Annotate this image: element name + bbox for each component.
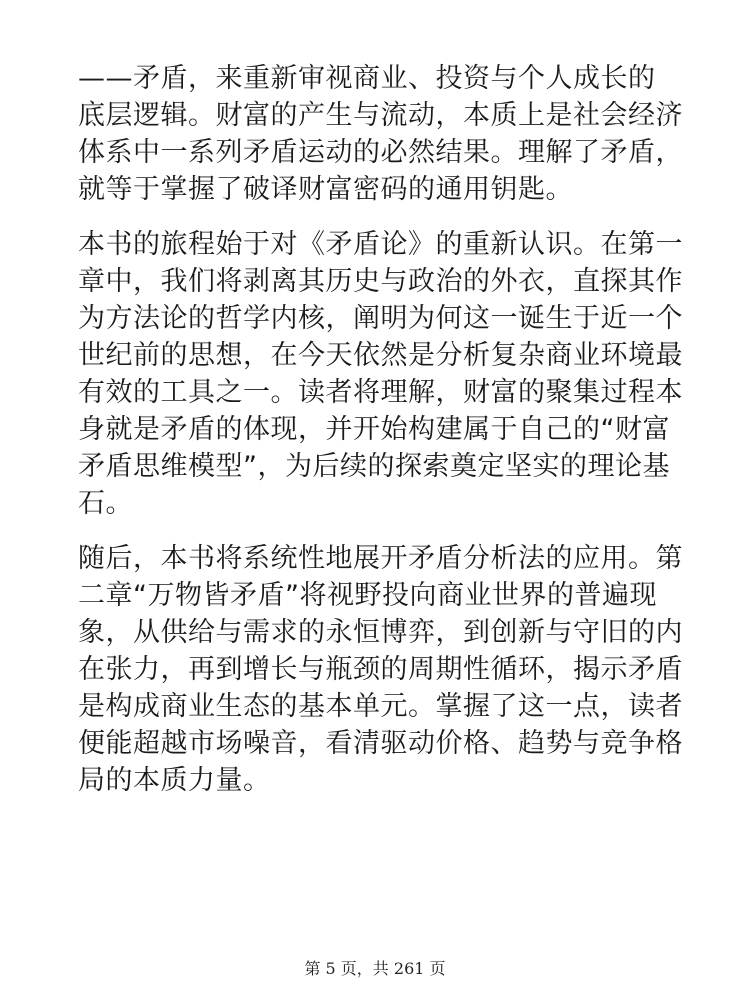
text-line: 本书的旅程始于对《矛盾论》的重新认识。在第一 [78, 229, 683, 260]
text-line: 二章“万物皆矛盾”将视野投向商业世界的普遍现 [78, 580, 657, 611]
text-line: 局的本质力量。 [78, 765, 271, 796]
paragraph-2 [78, 226, 683, 522]
text-line: 世纪前的思想，在今天依然是分析复杂商业环境最 [78, 340, 683, 371]
text-line: 是构成商业生态的基本单元。掌握了这一点，读者 [78, 691, 683, 722]
paragraph-3 [78, 540, 683, 799]
text-line: 为方法论的哲学内核，阐明为何这一诞生于近一个 [78, 303, 683, 334]
text-line: 有效的工具之一。读者将理解，财富的聚集过程本 [78, 377, 683, 408]
text-line: 章中，我们将剥离其历史与政治的外衣，直探其作 [78, 266, 683, 297]
text-line: 便能超越市场噪音，看清驱动价格、趋势与竞争格 [78, 728, 683, 759]
text-line: 身就是矛盾的体现，并开始构建属于自己的“财富 [78, 414, 670, 445]
text-line: 石。 [78, 488, 133, 519]
text-line: 象，从供给与需求的永恒博弈，到创新与守旧的内 [78, 617, 683, 648]
text-line: 随后，本书将系统性地展开矛盾分析法的应用。第 [78, 543, 683, 574]
paragraph-1 [78, 60, 683, 208]
text-line: 在张力，再到增长与瓶颈的周期性循环，揭示矛盾 [78, 654, 683, 685]
text-line: 体系中一系列矛盾运动的必然结果。理解了矛盾， [78, 137, 683, 168]
text-line: ——矛盾，来重新审视商业、投资与个人成长的 [78, 63, 656, 94]
document-body [78, 60, 683, 817]
text-line: 底层逻辑。财富的产生与流动，本质上是社会经济 [78, 100, 683, 131]
text-line: 矛盾思维模型”，为后续的探索奠定坚实的理论基 [78, 451, 670, 482]
text-line: 就等于掌握了破译财富密码的通用钥匙。 [78, 174, 573, 205]
page-number-footer: 第 5 页，共 261 页 [304, 959, 446, 978]
